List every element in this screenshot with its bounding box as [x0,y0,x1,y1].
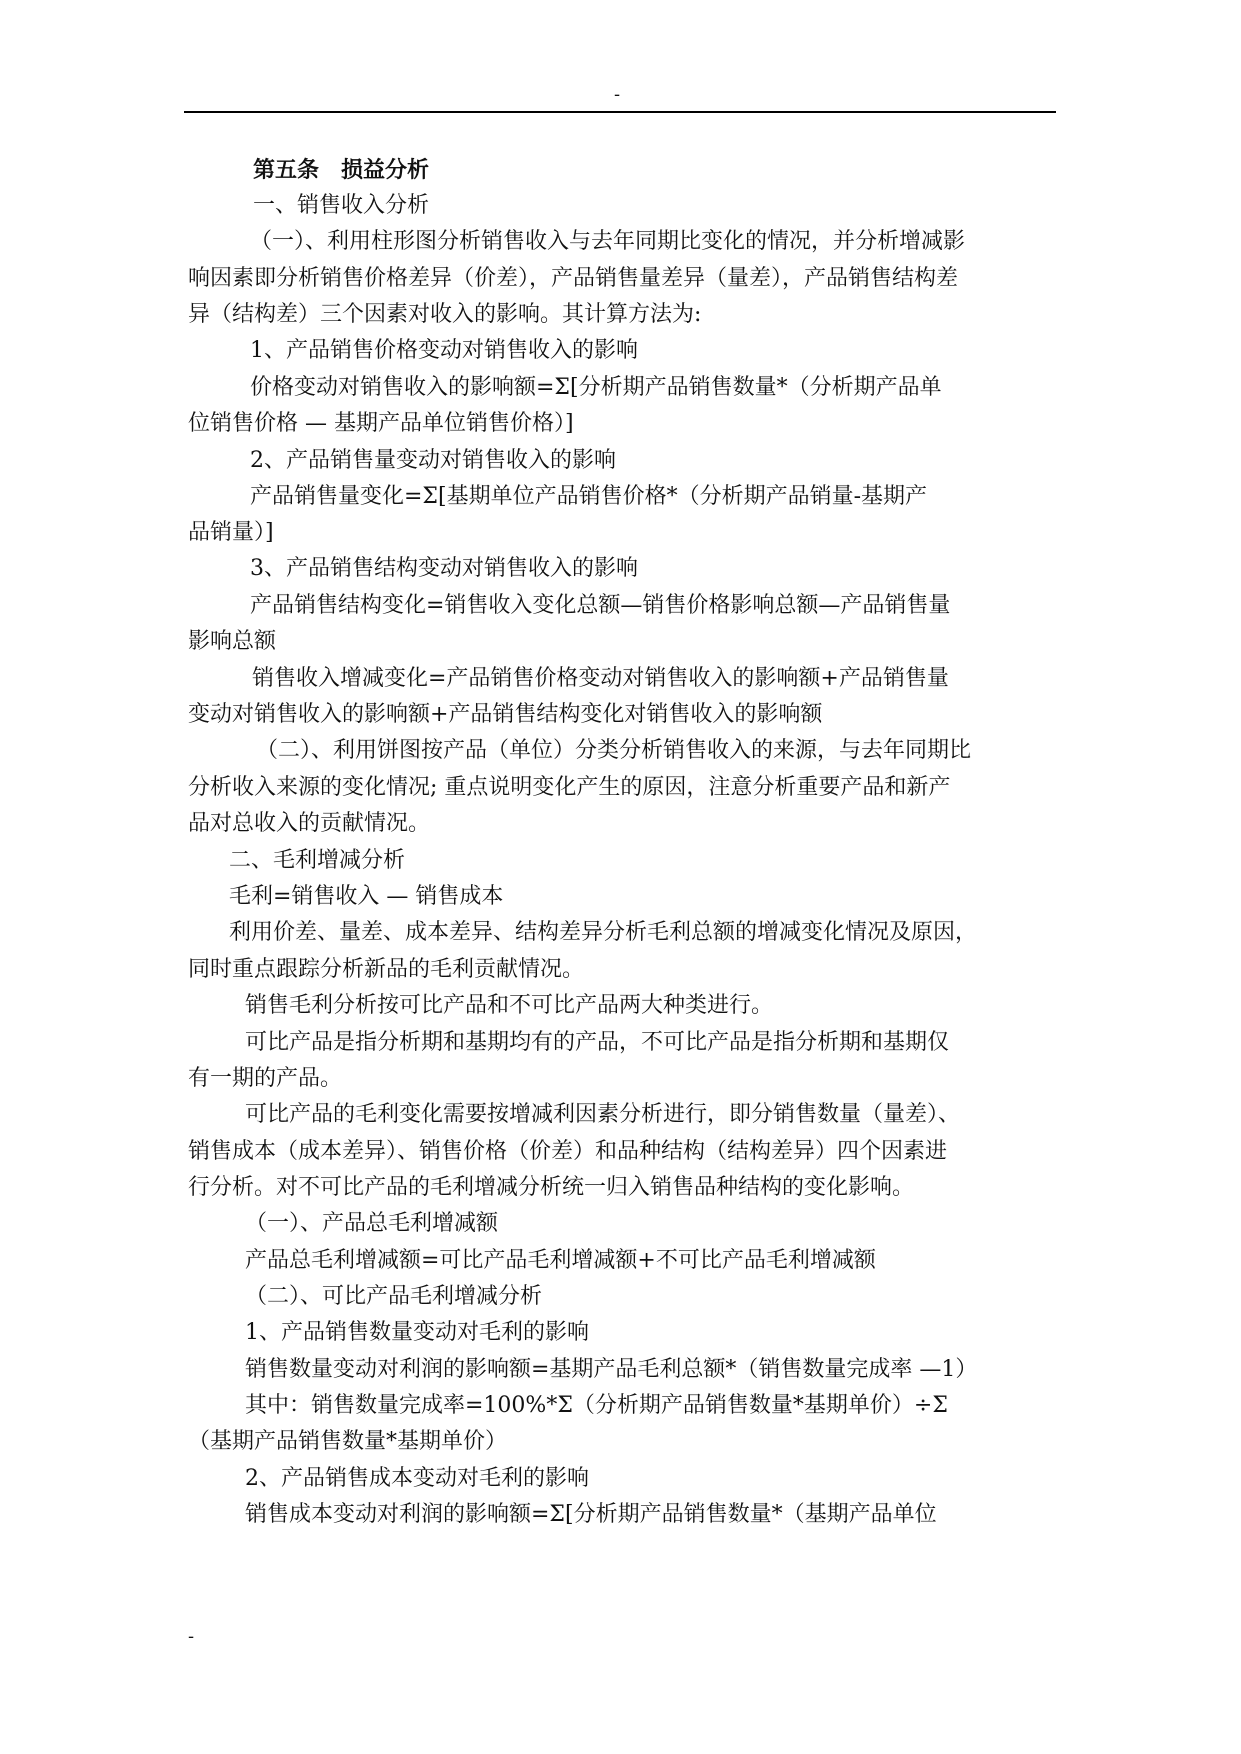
paragraph-line: 可比产品是指分析期和基期均有的产品，不可比产品是指分析期和基期仅 [245,1030,950,1055]
formula-line: 变动对销售收入的影响额+产品销售结构变化对销售收入的影响额 [188,702,823,727]
formula-line: 毛利=销售收入 — 销售成本 [229,884,504,909]
paragraph-line: 有一期的产品。 [188,1066,343,1091]
paragraph-line: 销售毛利分析按可比产品和不可比产品两大种类进行。 [245,993,774,1018]
header-mark: - [614,84,621,105]
paragraph-line: 利用价差、量差、成本差异、结构差异分析毛利总额的增减变化情况及原因， [229,920,978,945]
paragraph-line: 异（结构差）三个因素对收入的影响。其计算方法为: [188,302,702,327]
paragraph-line: 销售成本（成本差异）、销售价格（价差）和品种结构（结构差异）四个因素进 [188,1139,948,1164]
paragraph-line: 可比产品的毛利变化需要按增减利因素分析进行，即分销售数量（量差）、 [245,1102,961,1127]
header-rule [184,111,1056,113]
subheading-cost-effect: 2、产品销售成本变动对毛利的影响 [245,1466,589,1491]
subheading-quantity-effect: 1、产品销售数量变动对毛利的影响 [245,1320,589,1345]
subheading-structure-effect: 3、产品销售结构变动对销售收入的影响 [250,556,638,581]
heading-sales-revenue: 一、销售收入分析 [253,193,430,218]
formula-line: 其中：销售数量完成率=100%*Σ（分析期产品销售数量*基期单价）÷Σ [245,1393,948,1418]
paragraph-line: 响因素即分析销售价格差异（价差），产品销售量差异（量差），产品销售结构差 [188,266,959,291]
paragraph-line: （一）、利用柱形图分析销售收入与去年同期比变化的情况，并分析增减影 [250,229,966,254]
paragraph-line: 行分析。对不可比产品的毛利增减分析统一归入销售品种结构的变化影响。 [188,1175,915,1200]
footer-mark: - [188,1626,195,1647]
paragraph-line: 同时重点跟踪分析新品的毛利贡献情况。 [188,957,585,982]
formula-line: 销售数量变动对利润的影响额=基期产品毛利总额*（销售数量完成率 —1） [245,1357,978,1382]
subheading-comparable-products: （二）、可比产品毛利增减分析 [245,1284,543,1309]
formula-line: 销售成本变动对利润的影响额=Σ[分析期产品销售数量*（基期产品单位 [245,1502,937,1527]
formula-line: 产品总毛利增减额=可比产品毛利增减额+不可比产品毛利增减额 [245,1248,876,1273]
subheading-total-gross-profit: （一）、产品总毛利增减额 [245,1211,499,1236]
formula-line: 影响总额 [188,629,277,654]
formula-line: 位销售价格 — 基期产品单位销售价格）] [188,411,574,436]
formula-line: 品销量）] [188,520,274,545]
paragraph-line: （二）、利用饼图按产品（单位）分类分析销售收入的来源，与去年同期比 [256,738,972,763]
section-title: 第五条 损益分析 [253,157,430,183]
paragraph-line: 分析收入来源的变化情况; 重点说明变化产生的原因，注意分析重要产品和新产 [188,775,951,800]
formula-line: （基期产品销售数量*基期单价） [188,1429,508,1454]
formula-line: 价格变动对销售收入的影响额=Σ[分析期产品销售数量*（分析期产品单 [250,375,942,400]
subheading-price-effect: 1、产品销售价格变动对销售收入的影响 [250,338,638,363]
formula-line: 产品销售量变化=Σ[基期单位产品销售价格*（分析期产品销量-基期产 [250,484,928,509]
paragraph-line: 品对总收入的贡献情况。 [188,811,431,836]
subheading-volume-effect: 2、产品销售量变动对销售收入的影响 [250,448,616,473]
formula-line: 销售收入增减变化=产品销售价格变动对销售收入的影响额+产品销售量 [252,666,949,691]
formula-line: 产品销售结构变化=销售收入变化总额—销售价格影响总额—产品销售量 [250,593,951,618]
heading-gross-profit: 二、毛利增减分析 [229,848,406,873]
